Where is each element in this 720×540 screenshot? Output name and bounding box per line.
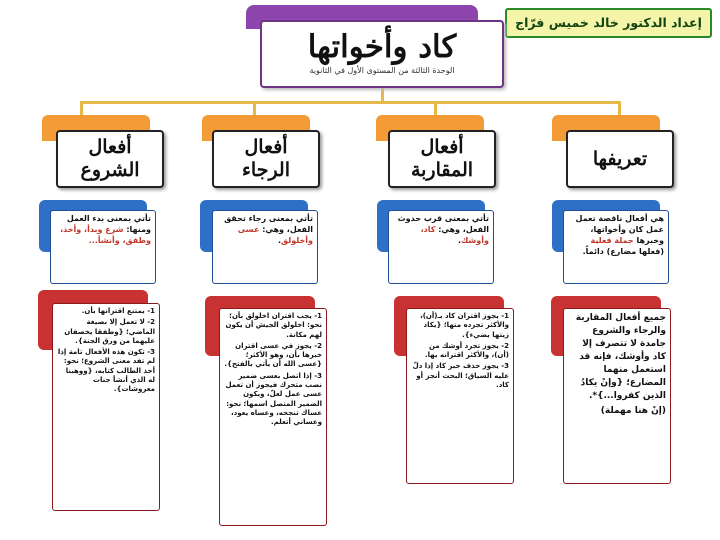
col1-def-highlight: جملة فعلية bbox=[590, 236, 634, 245]
col2-note-1: 1- يجوز اقتران كاد بـ(أن)، والأكثر تجرده منها؛ {يكاد زيتها يضيء}. bbox=[420, 312, 509, 339]
col2-heading-box bbox=[388, 130, 496, 188]
col3-heading-box bbox=[212, 130, 320, 188]
col1-notes bbox=[563, 308, 671, 484]
col2-note-3: 3- يجوز حذف خبر كاد إذا دلّ عليه السياق؛ البحث أنجز أو كاد. bbox=[412, 362, 509, 390]
col4-notes bbox=[52, 303, 160, 511]
col3-note-1: 1- يجب اقتران اخلولق بأن؛ نحو: اخلولق الجيش أن يكون لهم مكانة. bbox=[225, 312, 322, 339]
col2-def-highlight: كاد، وأوشك bbox=[420, 225, 489, 245]
col3-heading: أفعال الرجاء bbox=[241, 136, 291, 181]
col2-definition: تأتي بمعنى قرب حدوث الفعل، وهي: كاد، وأوشك. bbox=[388, 210, 494, 284]
connector-horizontal bbox=[80, 101, 620, 104]
root-title: كاد وأخواتها bbox=[307, 29, 457, 65]
col1-definition: هي أفعال ناقصة تعمل عمل كان وأخواتها، وخبرها جملة فعلية (فعلها مضارع) دائماً. bbox=[563, 210, 669, 284]
col4-note-1: 1- يمتنع اقترانها بأن. bbox=[81, 307, 155, 315]
col1-note-1: جميع أفعال المقاربة والرجاء والشروع جامدة لا تتصرف إلا كاد وأوشك، فإنه قد استعمل منهما المضارع؛ {وإنْ يكادُ الذين كفروا...}*. bbox=[575, 313, 666, 401]
col2-note-2: 2- يجوز تجرد أوشك من (أن)، والأكثر اقترانه بها. bbox=[425, 341, 509, 360]
root-subtitle: الوحدة الثالثة من المستوى الأول في الثانوية bbox=[309, 66, 455, 75]
col4-heading: أفعال الشروع bbox=[80, 136, 140, 181]
col2-notes bbox=[406, 308, 514, 484]
col2-heading: أفعال المقاربة bbox=[410, 136, 474, 181]
col3-notes bbox=[219, 308, 327, 526]
root-node bbox=[260, 20, 504, 88]
col1-heading-box bbox=[566, 130, 674, 188]
author-label: إعداد الدكتور خالد خميس فرّاج bbox=[505, 8, 712, 38]
col4-heading-box bbox=[56, 130, 164, 188]
col3-definition: تأتي بمعنى رجاء تحقق الفعل، وهي: عسى وأخلولق. bbox=[212, 210, 318, 284]
col4-note-3: 3- تكون هذه الأفعال تامة إذا لم تفد معنى الشروع؛ نحو: أخذ الطالب كتابه، {ووهبنا له الذي أنشأ جنات معروشات}. bbox=[57, 348, 155, 394]
col1-heading: تعريفها bbox=[592, 147, 648, 170]
connector-trunk bbox=[381, 88, 384, 102]
col4-note-2: 2- لا تعمل إلا بصيغة الماضي؛ {وطفقا يخصفان عليهما من ورق الجنة}. bbox=[64, 318, 155, 345]
col3-note-2: 2- يجوز في عسى اقتران خبرها بأن، وهو الأكثر؛ {عسى الله أن يأتي بالفتح}. bbox=[224, 341, 322, 369]
col3-note-3: 3- إذا اتصل بعسى ضمير نصب متحرك فيجوز أن تعمل عسى عمل لعلّ، ويكون الضمير المتصل اسمها؛ نحو: عساك تنجحه، وعساه يعود، وعساني أتعلم. bbox=[225, 371, 322, 427]
col1-note-2: (إنْ هنا مهملة) bbox=[600, 406, 666, 416]
col3-def-highlight: عسى وأخلولق bbox=[237, 225, 313, 245]
col4-definition: تأتي بمعنى بدء العمل ومنها: شرع وبدأ، وأخذ، وطفق، وأنشأ... bbox=[50, 210, 156, 284]
col4-def-highlight: شرع وبدأ، وأخذ، وطفق، وأنشأ... bbox=[60, 225, 151, 245]
